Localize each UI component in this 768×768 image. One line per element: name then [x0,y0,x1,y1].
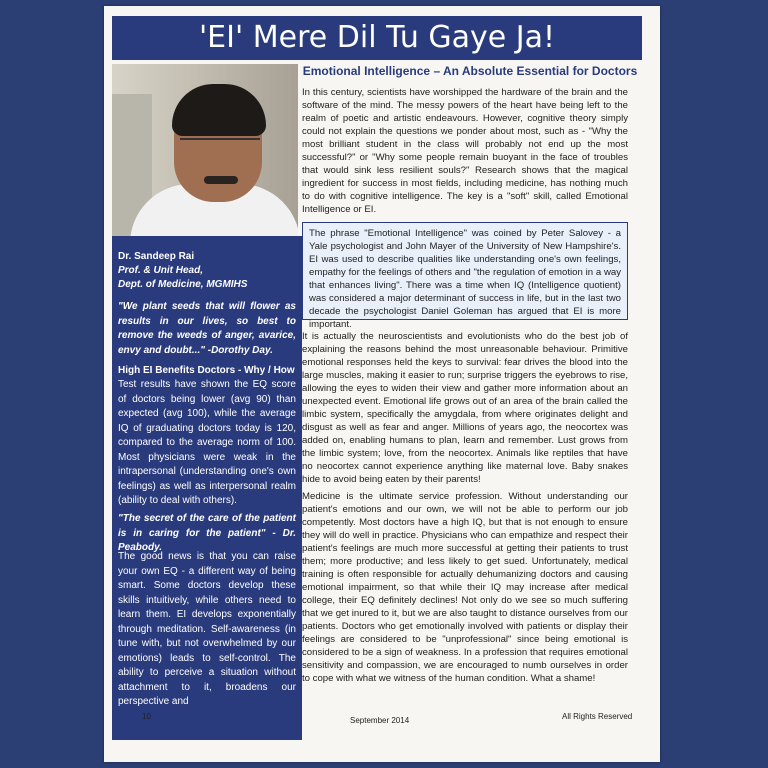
rights-text: All Rights Reserved [562,712,633,721]
sidebar-quote-2: "The secret of the care of the patient is in caring for the patient" - Dr. Peabody. [118,513,296,553]
article-paragraph-2: It is actually the neuroscientists and evolutionists who do the best job of explaining the reasons behind the most unreasonable behaviour. Primitive emotional responses held the keys to survival: fear drives the blood into the large muscles, making it easier to run; surprise triggers the eyebrows to rise, allowing the eyes to widen their view and gather more information about an unexpected event. Emotional life grows out of an area of the brain called the limbic system, specifically the amygdala, from where originates delight and disgust as well as fear and anger. Millions of years ago, the neocortex was added on, enabling humans to plan, learn and remember. Lust grows from the limbic system; love, from the neocortex. Animals like reptiles that have no neocortex cannot experience anything like maternal love. Baby snakes hide to avoid being eaten by their parents! [302,331,628,485]
sidebar-quote-1: "We plant seeds that will flower as results in our lives, so best to remove the weeds of anger, avarice, envy and doubt..." -Dorothy Day. [118,301,296,356]
issue-date: September 2014 [350,716,410,725]
article-subtitle: Emotional Intelligence – An Absolute Essential for Doctors [302,64,638,78]
sidebar-body-1: Test results have shown the EQ score of doctors being lower (avg 90) than expected (avg 100), while the average IQ of graduating doctors today is 120, compared to the average norm of 100. Most physicians were weak in the intrapersonal (understanding one's own feelings) as well as interpersonal realm (ability to deal with others). [118,379,296,506]
author-role: Prof. & Unit Head, [118,265,204,276]
author-name: Dr. Sandeep Rai [118,251,195,262]
author-photo [112,64,298,236]
sidebar-body-2: The good news is that you can raise your own EQ - a different way of being smart. Some doctors develop these skills intuitively, while others need to learn them. EI develops exponentially through meditation. Self-awareness (in tune with, but not overwhelmed by our emotions) leads to self-control. The ability to perceive a situation without attachment to it, broadens our perspective and [118,551,296,707]
article-paragraph-3: Medicine is the ultimate service profession. Without understanding our patient's emotions and our own, we will not be able to perform our job competently. Most doctors have a high IQ, but that is not enough to ensure they will do well in practice. Physicians who can empathize and respect their patient's feelings are much more successful at getting their patients to trust them; more productive; and less likely to get sued. Unfortunately, medical training is often responsible for actually dehumanizing doctors and causing emotional impairment, so that while their IQ may increase after medical college, their EQ definitely declines! Not only do we see so much suffering that we get inured to it, but we are also taught to distance ourselves from our patients. Doctors who get emotionally involved with patients or display their feelings are considered to be "unprofessional" since being emotional is considered to be a sign of weakness. In a profession that requires emotional sensitivity and compassion, we are encouraged to numb ourselves in order to cope with what we witness of the human condition. What a shame! [302,491,628,684]
highlight-box: The phrase "Emotional Intelligence" was coined by Peter Salovey - a Yale psychologist and John Mayer of the University of New Hampshire's. EI was used to describe qualities like understanding one's own feelings, empathy for the feelings of others and "the regulation of emotion in a way that enhances living". There was a time when IQ (Intelligence quotient) was considered a major determinant of success in life, but in the last two decade the psychologist Daniel Goleman has argued that EI is more important. [302,222,628,320]
page-title: 'EI' Mere Dil Tu Gaye Ja! [112,16,642,60]
author-dept: Dept. of Medicine, MGMIHS [118,279,248,290]
page-number: 10 [142,712,151,721]
article-paragraph-1: In this century, scientists have worshipped the hardware of the brain and the software of the mind. The messy powers of the heart have being left to the realm of poetic and artistic endeavours. However, cognitive theory simply could not explain the questions we ponder about most, such as - "Why the most brilliant student in the class will probably not end up the most successful?" or "Why some people remain buoyant in the face of troubles that would sink less resilient souls?" Research shows that the magical ingredient for success in most fields, including medicine, has nothing much to do with cognitive intelligence. The key is a "soft" skill, called Emotional Intelligence or EI. [302,87,628,215]
sidebar-heading: High EI Benefits Doctors - Why / How [118,365,295,376]
